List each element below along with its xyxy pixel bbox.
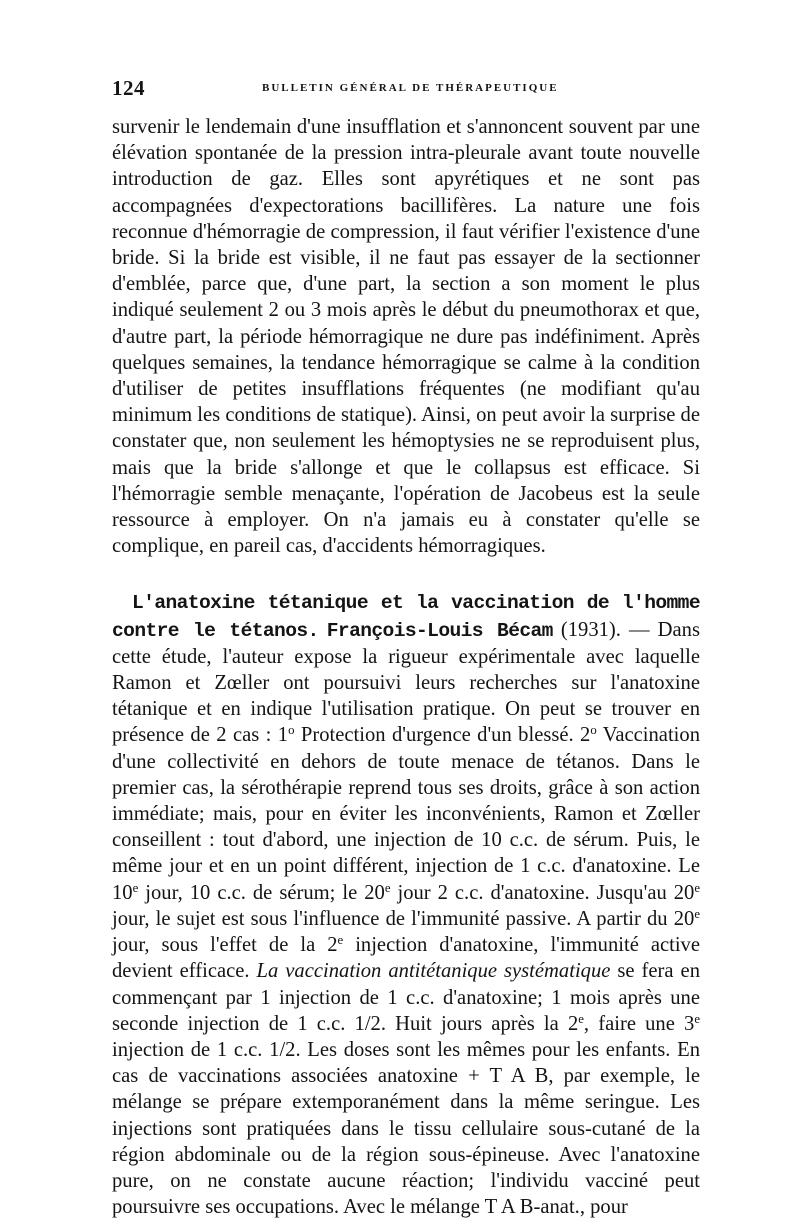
article-author: François-Louis Bécam xyxy=(326,619,553,642)
article-title: L'anatoxine tétanique et la vaccination de l'homme contre le tétanos. xyxy=(112,592,700,642)
body-text: jour, le sujet est sous l'influence de l'immunité passive. A partir du 20 xyxy=(112,907,695,930)
superscript: e xyxy=(694,880,701,895)
body-text: se fera en commençant par 1 injection de 1 c.c. d'anatoxine; 1 mois après une seconde injection de 1 c.c. 1/2. Huit jours après la 2 xyxy=(112,960,700,1035)
superscript: e xyxy=(694,1011,700,1026)
superscript: o xyxy=(288,723,295,738)
superscript: e xyxy=(384,880,391,895)
body-text: jour, 10 c.c. de sérum; le 20 xyxy=(138,881,385,904)
superscript: e xyxy=(132,880,139,895)
running-head: BULLETIN GÉNÉRAL DE THÉRAPEUTIQUE xyxy=(262,82,559,94)
paragraph-anatoxine xyxy=(112,589,700,1220)
body-text: , faire une 3 xyxy=(583,1012,695,1035)
italic-phrase: La vaccination antitétanique systématique xyxy=(256,960,611,983)
superscript: e xyxy=(694,906,700,921)
body-text: jour 2 c.c. d'anatoxine. Jusqu'au 20 xyxy=(390,881,695,904)
body-text: Vaccination d'une collectivité en dehors de toute menace de tétanos. Dans le premier cas, la sérothérapie reprend tous ses droits, grâce à son action immédiate; mais, pour en éviter les inconvénients, Ramon et Zœller conseillent : tout d'abord, une injection de 10 c.c. de sérum. Puis, le même jour et en un point différent, injection de 1 c.c. d'anatoxine. Le 10 xyxy=(112,724,700,904)
body-text: injection de 1 c.c. 1/2. Les doses sont les mêmes pour les enfants. En cas de vaccinations associées anatoxine + T A B, par exemple, le mélange se prépare extemporanément dans la même seringue. Les injections sont pratiquées dans le tissu cellulaire sous-cutané de la région abdominale ou de la région sous-épineuse. Avec l'anatoxine pure, on ne constate aucune réaction; l'individu vacciné peut poursuivre ses occupations. Avec le mélange T A B-anat., pour xyxy=(112,1038,700,1219)
body-text: jour, sous l'effet de la 2 xyxy=(112,934,338,957)
body-text: Protection d'urgence d'un blessé. 2 xyxy=(294,724,591,747)
page-body xyxy=(112,114,700,1220)
superscript: e xyxy=(337,933,344,948)
body-text: (1931). — Dans cette étude, l'auteur expose la rigueur expérimentale avec laquelle Ramon et Zœller ont poursuivi leurs recherches sur l'anatoxine tétanique et en indique l'utilisation pratique. On peut se trouver en présence de 2 cas : 1 xyxy=(112,618,700,747)
page-header xyxy=(112,76,712,100)
superscript: e xyxy=(578,1011,584,1026)
page-number: 124 xyxy=(112,76,145,100)
paragraph-hemorrhage: survenir le lendemain d'une insufflation et s'annoncent souvent par une élévation spontanée de la pression intra-pleurale avant toute nouvelle introduction de gaz. Elles sont apyrétiques et ne sont pas accompagnées d'expectorations bacillifères. La nature une fois reconnue d'hémorragie de compression, il faut vérifier l'existence d'une bride. Si la bride est visible, il ne faut pas essayer de la sectionner d'emblée, parce que, d'une part, la section a son moment le plus indiqué seulement 2 ou 3 mois après le début du pneumothorax et que, d'autre part, la période hémorragique ne dure pas indéfiniment. Après quelques semaines, la tendance hémorragique se calme à la condition d'utiliser de petites insufflations fréquentes (ne modifiant qu'au minimum les conditions de statique). Ainsi, on peut avoir la surprise de constater que, non seulement les hémoptysies ne se reproduisent plus, mais que la bride s'allonge et que le collapsus est efficace. Si l'hémorragie semble menaçante, l'opération de Jacobeus est la seule ressource à employer. On n'a jamais eu à constater qu'elle se complique, en pareil cas, d'accidents hémorragiques. xyxy=(112,116,700,558)
body-text: injection d'anatoxine, l'immunité active devient efficace. xyxy=(112,934,700,983)
superscript: o xyxy=(590,723,597,738)
